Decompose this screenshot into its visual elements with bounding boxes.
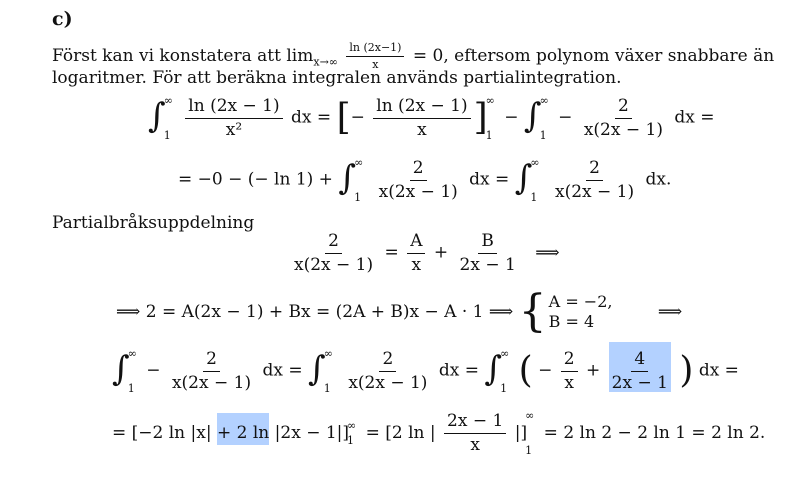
bracket-close: ]: [473, 97, 488, 138]
eval-bounds: ∞ 1: [485, 94, 495, 142]
minus-sign: −: [146, 360, 161, 381]
intro-text-b: = 0, eftersom polynom växer snabbare än: [412, 46, 775, 67]
paren-close: ): [679, 350, 694, 391]
integral-bounds: ∞ 1: [127, 347, 137, 395]
eq6-part-a: = [−2 ln |x|: [112, 423, 217, 443]
plus-sign: +: [586, 360, 601, 381]
integral-sign: ∫: [148, 96, 166, 136]
dx-equals: dx =: [291, 107, 332, 128]
integral-sign: ∫: [308, 349, 326, 389]
fraction: $\frac{A}{x}$: [407, 232, 425, 274]
intro-text-a: Först kan vi konstatera att lim: [52, 46, 314, 67]
equals-sign: =: [365, 423, 380, 443]
dx-equals: dx =: [674, 107, 715, 128]
fraction: $\frac{\ln (2x - 1)}{x}$: [373, 97, 470, 139]
fraction: $\frac{2}{x(2x - 1)}$: [294, 231, 374, 275]
minus-sign: −: [558, 107, 573, 128]
paren-open: (: [518, 350, 533, 391]
integral-bounds: ∞ 1: [539, 94, 549, 142]
equation-6: [112, 410, 765, 456]
integral-sign: ∫: [514, 158, 533, 198]
eval-bounds: ∞ 1: [347, 419, 357, 447]
plus-sign: +: [433, 242, 449, 263]
highlighted-term: + 2 ln: [217, 413, 269, 445]
fraction: $\frac{\ln (2x - 1)}{\text{x²}}$: [185, 97, 282, 139]
eq6-open: [2 ln |: [385, 423, 436, 443]
integral-bounds: ∞ 1: [354, 156, 364, 204]
integral-sign: ∫: [484, 349, 503, 389]
bracket-open: [: [336, 97, 351, 138]
integral-bounds: ∞ 1: [163, 94, 173, 142]
eval-bounds: ∞ 1: [525, 409, 535, 457]
eq6-close: |]: [514, 423, 528, 443]
minus-sign: −: [350, 107, 365, 128]
fraction: $\frac{2}{x(2x - 1)}$: [171, 348, 252, 393]
fraction: $\frac{2}{x(2x - 1)}$: [583, 95, 663, 140]
implies-arrow: ⟹: [535, 242, 560, 263]
dx-equals: dx =: [469, 169, 510, 190]
implies-arrow: ⟹: [657, 302, 683, 322]
limit-num: ln (2x−1): [346, 42, 404, 57]
fraction: $\frac{B}{2x - 1}$: [459, 231, 516, 275]
fraction: $\frac{2}{x}$: [561, 350, 578, 392]
highlighted-fraction: $\frac{4}{2x - 1}$: [609, 342, 671, 392]
lim-subscript: x→∞: [313, 55, 338, 69]
limit-den: x: [372, 58, 379, 72]
integral-bounds: ∞ 1: [323, 347, 333, 395]
equation-3: [288, 232, 560, 274]
system-line-b: B = 4: [548, 312, 595, 331]
integral-bounds: ∞ 1: [500, 347, 510, 395]
dx-equals: dx =: [262, 360, 303, 381]
equals-sign: =: [384, 242, 399, 263]
equation-2: [178, 157, 671, 203]
integral-bounds: ∞ 1: [530, 156, 540, 204]
equation-5: [112, 348, 739, 394]
eq2-lead: = −0 − (− ln 1) +: [178, 169, 333, 190]
limit-fraction: [346, 42, 404, 71]
eq4-text: ⟹ 2 = A(2x − 1) + Bx = (2A + B)x − A · 1 ⟹: [116, 302, 514, 322]
eq6-part-b: |2x − 1|]: [269, 423, 350, 443]
dx-equals: dx =: [438, 360, 479, 381]
equation-system: [518, 286, 613, 337]
dx-end: dx.: [645, 169, 672, 190]
integral-sign: ∫: [338, 158, 357, 198]
section-label: c): [52, 8, 73, 30]
integral-sign: ∫: [523, 96, 542, 136]
equation-1: [148, 95, 714, 141]
system-line-a: A = −2,: [548, 292, 613, 311]
dx-equals: dx =: [698, 360, 739, 381]
equation-4: [116, 286, 683, 337]
brace-icon: {: [518, 286, 547, 337]
fraction: $\frac{2}{x(2x - 1)}$: [378, 157, 458, 202]
minus-sign: −: [504, 107, 519, 128]
minus-sign: −: [538, 360, 553, 381]
fraction: $\frac{2}{x(2x - 1)}$: [348, 348, 428, 393]
intro-line-2: logaritmer. För att beräkna integralen används partialintegration.: [52, 68, 622, 88]
integral-sign: ∫: [112, 349, 130, 389]
final-result: = 2 ln 2 − 2 ln 1 = 2 ln 2.: [543, 423, 766, 443]
partial-heading: Partialbråksuppdelning: [52, 213, 255, 233]
fraction: $\frac{2}{x(2x - 1)}$: [555, 157, 635, 202]
fraction: $\frac{2x - 1}{x}$: [444, 412, 506, 454]
